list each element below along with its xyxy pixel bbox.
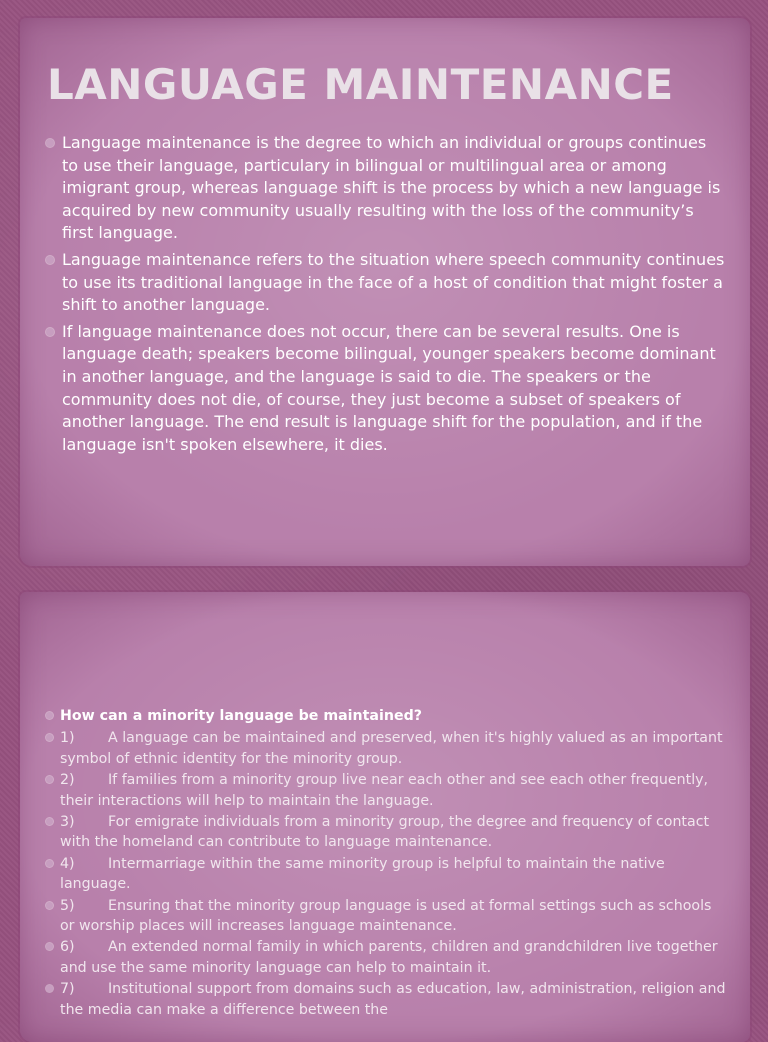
numbered-item [46, 937, 730, 978]
numbered-item [46, 854, 730, 895]
item-text: An extended normal family in which parents, children and grandchildren live together and use the same minority language can help to maintain it. [60, 939, 718, 976]
bullet-item: If language maintenance does not occur, there can be several results. One is language death; speakers become bilingual, younger speakers become dominant in another language, and the language is said to die. The speakers or the community does not die, of course, they just become a subset of speakers of another language. The end result is language shift for the population, and if the language isn't spoken elsewhere, it dies. [46, 321, 726, 457]
item-number: 3) [60, 814, 75, 831]
numbered-item [46, 770, 730, 811]
item-text: For emigrate individuals from a minority group, the degree and frequency of contact with the homeland can contribute to language maintenance. [60, 814, 710, 851]
item-text: If families from a minority group live near each other and see each other frequently, their interactions will help to maintain the language. [60, 772, 709, 809]
item-number: 5) [60, 897, 75, 914]
bullet-list [46, 132, 726, 460]
slide-minority-language [20, 592, 750, 1042]
item-text: A language can be maintained and preserved, when it's highly valued as an important symbol of ethnic identity for the minority group. [60, 730, 723, 767]
numbered-item [46, 728, 730, 769]
item-text: Ensuring that the minority group language is used at formal settings such as schools or worship places will increases language maintenance. [60, 897, 712, 935]
item-number: 7) [60, 981, 75, 998]
slide-language-maintenance [20, 18, 750, 566]
bullet-list [46, 706, 730, 1021]
item-number: 6) [60, 939, 75, 956]
item-text: Institutional support from domains such as education, law, administration, religion and the media can make a difference between the [60, 981, 726, 1018]
numbered-item [46, 979, 730, 1020]
bullet-item: Language maintenance is the degree to which an individual or groups continues to use their language, particulary in bilingual or multilingual area or among imigrant group, whereas language shift is the process by which a new language is acquired by new community usually resulting with the loss of the community’s first language. [46, 132, 726, 245]
bullet-item: Language maintenance refers to the situation where speech community continues to use its traditional language in the face of a host of condition that might foster a shift to another language. [46, 249, 726, 317]
question-heading: How can a minority language be maintained? [46, 706, 730, 726]
numbered-item [46, 896, 730, 937]
item-number: 2) [60, 772, 75, 789]
item-number: 4) [60, 855, 75, 872]
item-text: Intermarriage within the same minority group is helpful to maintain the native language. [60, 855, 665, 893]
numbered-item [46, 812, 730, 853]
slide-title: LANGUAGE MAINTENANCE [47, 60, 674, 109]
item-number: 1) [60, 730, 75, 747]
